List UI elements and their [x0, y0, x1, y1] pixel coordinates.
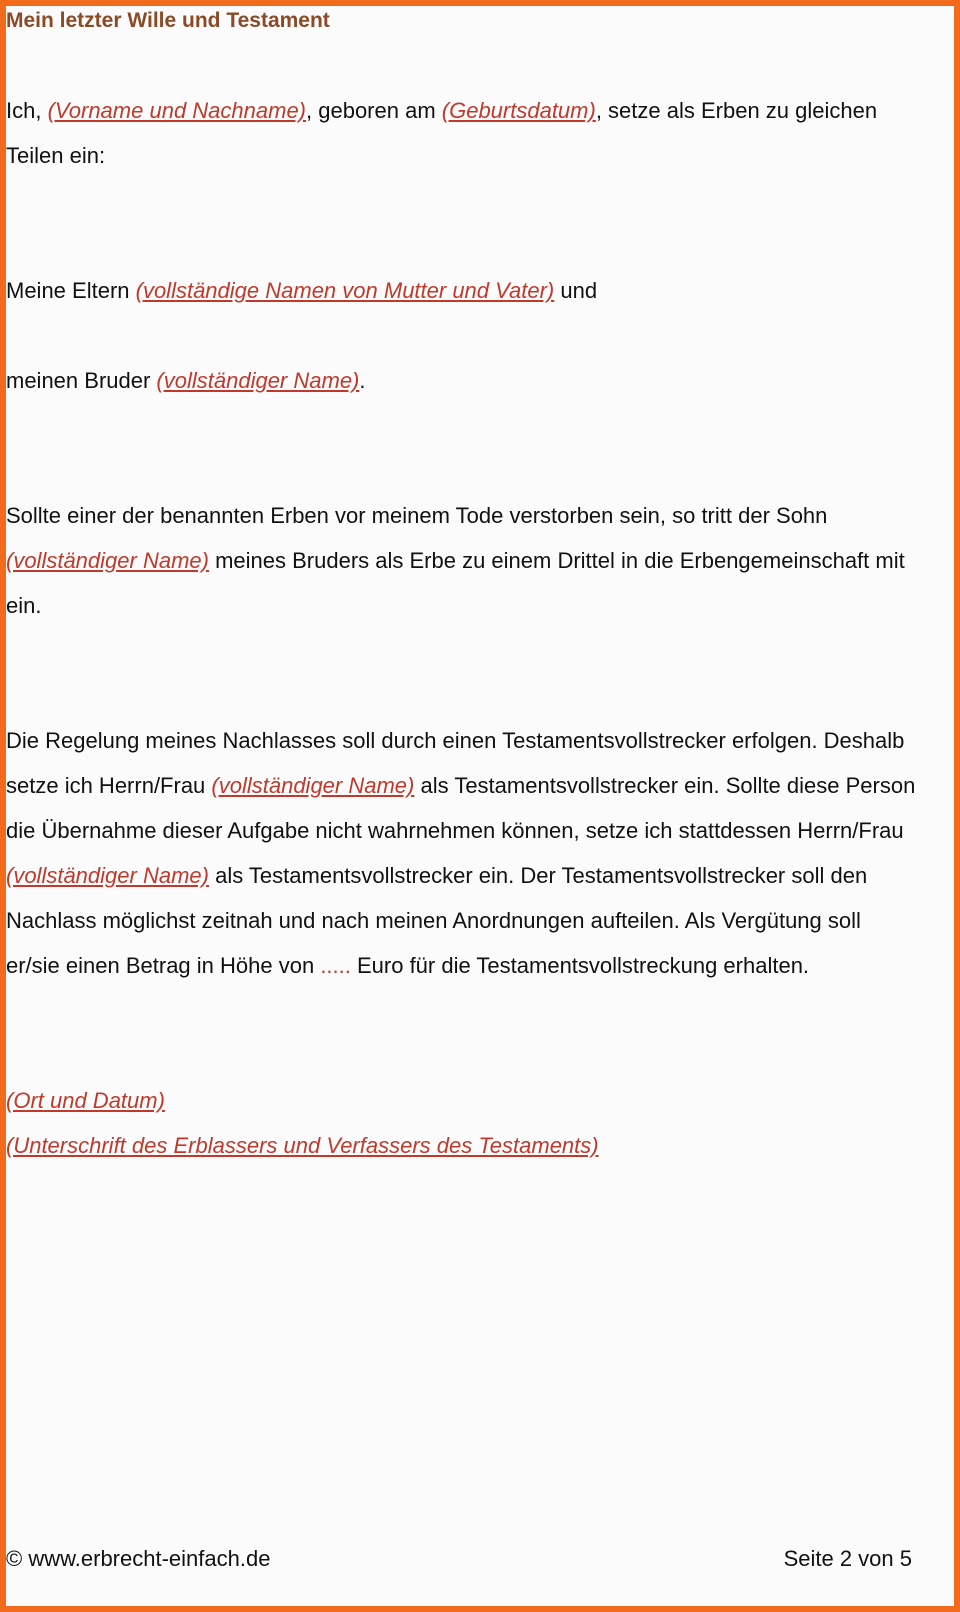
placeholder-nephew-name: (vollständiger Name)	[6, 548, 209, 573]
paragraph-executor-line4	[6, 861, 867, 891]
text-segment: meinen Bruder	[6, 368, 157, 393]
paragraph-executor-line6	[6, 951, 809, 981]
placeholder-full-name: (Vorname und Nachname)	[47, 98, 307, 123]
text-segment: er/sie einen Betrag in Höhe von	[6, 953, 321, 978]
paragraph-testator-line2: Teilen ein:	[6, 143, 106, 168]
text-segment: als Testamentsvollstrecker ein. Der Testamentsvollstrecker soll den	[208, 863, 868, 888]
text-segment: .	[359, 368, 366, 393]
placeholder-parents-names: (vollständige Namen von Mutter und Vater)	[135, 278, 555, 303]
paragraph-executor-line1: Die Regelung meines Nachlasses soll durch einen Testamentsvollstrecker erfolgen. Deshalb	[6, 728, 905, 753]
text-segment: meines Bruders als Erbe zu einem Drittel in die Erbengemeinschaft mit	[208, 548, 905, 573]
text-segment: setze ich Herrn/Frau	[6, 773, 212, 798]
paragraph-testator-line1	[6, 96, 877, 126]
paragraph-executor-line3: die Übernahme dieser Aufgabe nicht wahrnehmen können, setze ich stattdessen Herrn/Frau	[6, 818, 904, 843]
text-segment: als Testamentsvollstrecker ein. Sollte diese Person	[414, 773, 916, 798]
signature-line	[6, 1131, 599, 1161]
paragraph-substitute-line3: ein.	[6, 593, 42, 618]
document-title: Mein letzter Wille und Testament	[6, 9, 330, 32]
paragraph-executor-line2	[6, 771, 915, 801]
text-segment: Euro für die Testamentsvollstreckung erhalten.	[350, 953, 810, 978]
paragraph-executor-line5: Nachlass möglichst zeitnah und nach meinen Anordnungen aufteilen. Als Vergütung soll	[6, 908, 861, 933]
placeholder-place-date: (Ort und Datum)	[6, 1088, 165, 1113]
footer-website: © www.erbrecht-einfach.de	[6, 1546, 271, 1571]
place-date-line	[6, 1086, 165, 1116]
paragraph-parents	[6, 276, 597, 306]
placeholder-executor-name: (vollständiger Name)	[211, 773, 415, 798]
placeholder-signature: (Unterschrift des Erblassers und Verfassers des Testaments)	[6, 1133, 599, 1158]
text-segment: Ich,	[6, 98, 48, 123]
placeholder-substitute-executor-name: (vollständiger Name)	[6, 863, 209, 888]
paragraph-brother	[6, 366, 366, 396]
text-segment: Meine Eltern	[6, 278, 136, 303]
placeholder-birth-date: (Geburtsdatum)	[441, 98, 596, 123]
paragraph-substitute-line1: Sollte einer der benannten Erben vor meinem Tode verstorben sein, so tritt der Sohn	[6, 503, 828, 528]
paragraph-substitute-line2	[6, 546, 905, 576]
footer-page-number: Seite 2 von 5	[783, 1546, 912, 1571]
text-segment: , geboren am	[306, 98, 442, 123]
placeholder-amount: .....	[320, 953, 351, 978]
text-segment: , setze als Erben zu gleichen	[595, 98, 878, 123]
text-segment: und	[554, 278, 598, 303]
placeholder-brother-name: (vollständiger Name)	[156, 368, 360, 393]
